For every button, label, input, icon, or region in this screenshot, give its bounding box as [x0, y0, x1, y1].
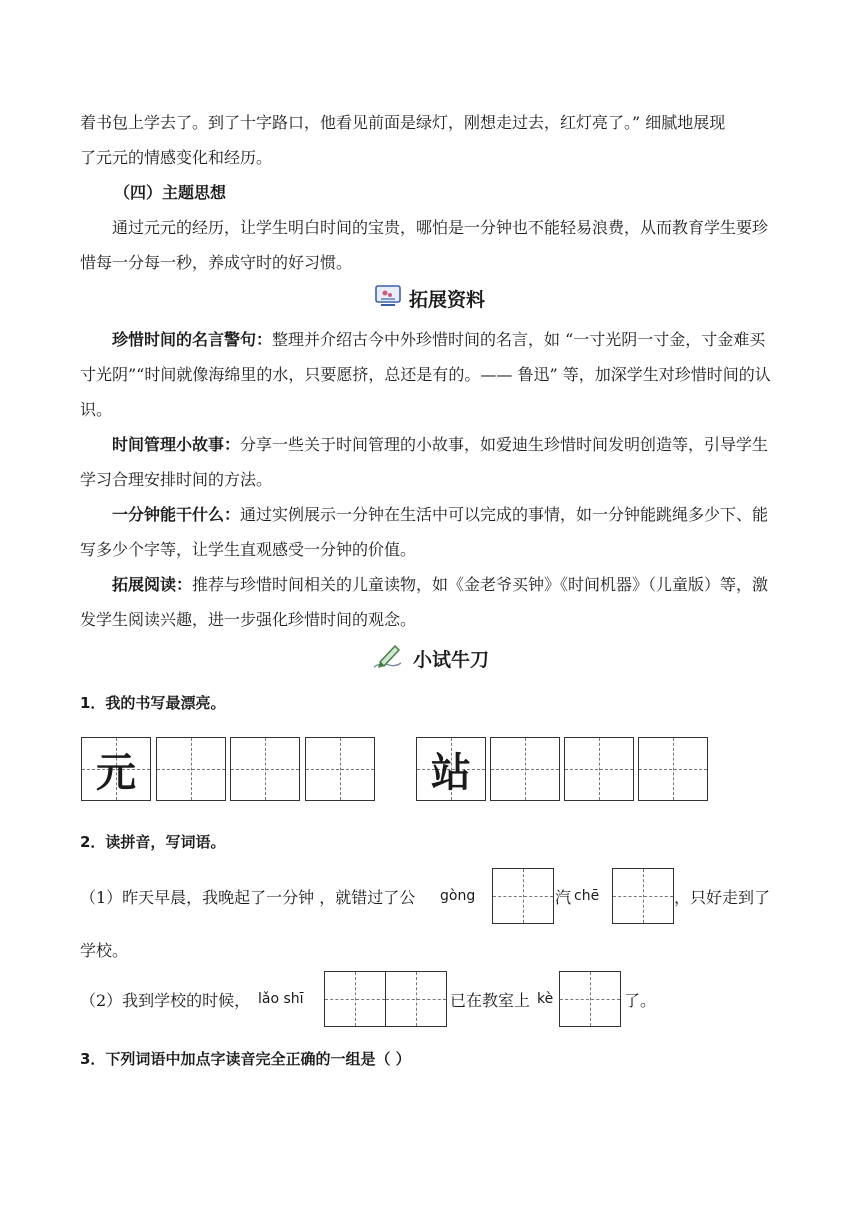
answer-box[interactable] — [492, 868, 554, 924]
answer-box[interactable] — [324, 971, 386, 1027]
q2-sentence-1-part-d: 学校。 — [80, 941, 129, 960]
resource-item-4-label: 拓展阅读： — [112, 575, 193, 594]
q2-sentence-1-part-c: ，只好走到了 — [674, 888, 771, 907]
section-title-resources: 拓展资料 — [408, 289, 485, 311]
answer-box[interactable] — [559, 971, 621, 1027]
model-character-1: 元 — [96, 748, 136, 796]
model-character-2: 站 — [431, 748, 471, 796]
pinyin-gong: gòng — [440, 888, 476, 904]
writing-grid-box — [81, 737, 151, 801]
writing-grid-box[interactable] — [156, 737, 226, 801]
pen-icon — [371, 642, 405, 679]
q2-sentence-1-part-b: 汽 — [555, 888, 572, 907]
resource-item-3 — [80, 497, 780, 567]
pinyin-che: chē — [574, 888, 600, 904]
writing-grid-box[interactable] — [490, 737, 560, 801]
writing-grid-box — [416, 737, 486, 801]
intro-line-2: 了元元的情感变化和经历。 — [80, 148, 273, 167]
resource-item-1-label: 珍惜时间的名言警句： — [112, 330, 273, 349]
resource-item-2-text: 分享一些关于时间管理的小故事，如爱迪生珍惜时间发明创造等，引导学生学习合理安排时间的方法。 — [80, 435, 769, 489]
section-heading-resources — [0, 284, 860, 314]
question-3-title: 3．下列词语中加点字读音完全正确的一组是（ ） — [80, 1050, 411, 1068]
resource-item-4-text: 推荐与珍惜时间相关的儿童读物，如《金老爷买钟》《时间机器》（儿童版）等，激发学生阅读兴趣，进一步强化珍惜时间的观念。 — [80, 575, 769, 629]
q2-sentence-1-part-a: （1）昨天早晨，我晚起了一分钟 ，就错过了公 — [80, 888, 416, 907]
question-2-title: 2．读拼音，写词语。 — [80, 833, 226, 851]
theme-text: 通过元元的经历，让学生明白时间的宝贵，哪怕是一分钟也不能轻易浪费，从而教育学生要珍惜每一分每一秒，养成守时的好习惯。 — [80, 218, 769, 272]
theme-title: （四）主题思想 — [114, 183, 227, 202]
q2-sentence-2-part-a: （2）我到学校的时候， — [80, 991, 251, 1010]
writing-grid-box[interactable] — [230, 737, 300, 801]
resource-item-1-text: 整理并介绍古今中外珍惜时间的名言，如 “一寸光阴一寸金，寸金难买寸光阴”“时间就像海绵里的水，只要愿挤，总还是有的。—— 鲁迅” 等，加深学生对珍惜时间的认识。 — [80, 330, 771, 419]
writing-grid-box[interactable] — [638, 737, 708, 801]
q2-sentence-2-part-b: 已在教室上 — [450, 991, 531, 1010]
writing-grid-box[interactable] — [305, 737, 375, 801]
resource-item-3-text: 通过实例展示一分钟在生活中可以完成的事情，如一分钟能跳绳多少下、能写多少个字等，让学生直观感受一分钟的价值。 — [80, 505, 769, 559]
section-title-practice: 小试牛刀 — [412, 649, 489, 671]
pinyin-laoshi: lǎo shī — [258, 991, 304, 1007]
resource-item-3-label: 一分钟能干什么： — [112, 505, 241, 524]
monitor-icon — [375, 284, 401, 317]
section-heading-practice — [0, 642, 860, 672]
intro-line-1: 着书包上学去了。到了十字路口，他看见前面是绿灯，刚想走过去，红灯亮了。” 细腻地展现 — [80, 113, 726, 132]
answer-box[interactable] — [385, 971, 447, 1027]
resource-item-2 — [80, 427, 780, 497]
writing-grid-box[interactable] — [564, 737, 634, 801]
question-1-title: 1．我的书写最漂亮。 — [80, 694, 226, 712]
q2-sentence-2-part-c: 了。 — [624, 991, 657, 1010]
answer-box[interactable] — [612, 868, 674, 924]
pinyin-ke: kè — [537, 991, 554, 1007]
resource-item-4 — [80, 567, 780, 637]
resource-item-2-label: 时间管理小故事： — [112, 435, 241, 454]
resource-item-1 — [80, 322, 780, 427]
